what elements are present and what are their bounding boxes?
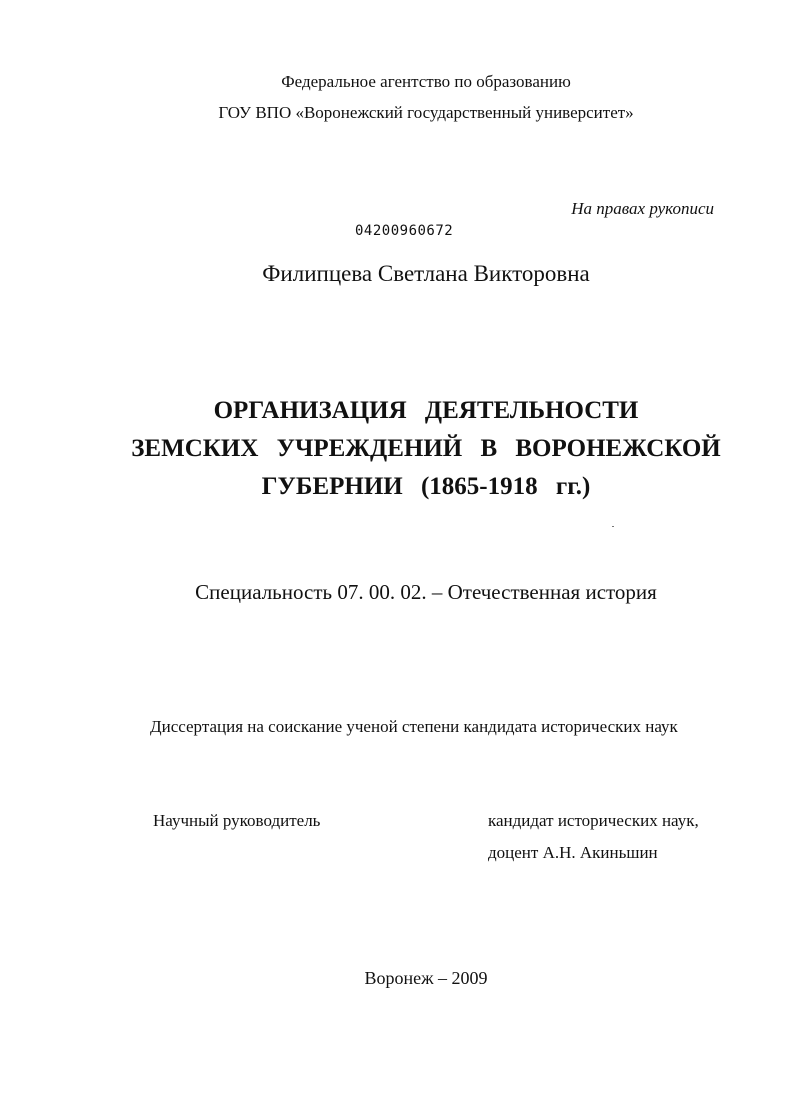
- title-line-3: ГУБЕРНИИ (1865-1918 гг.): [261, 473, 591, 500]
- city-year: Воронеж – 2009: [364, 968, 488, 988]
- manuscript-note: На правах рукописи: [571, 199, 714, 218]
- dissertation-degree: Диссертация на соискание ученой степени кандидата исторических наук: [150, 717, 678, 736]
- supervisor-name: доцент А.Н. Акиньшин: [488, 843, 658, 862]
- specialty: Специальность 07. 00. 02. – Отечественная история: [195, 580, 657, 604]
- agency-name: Федеральное агентство по образованию: [281, 72, 571, 91]
- author-name: Филипцева Светлана Викторовна: [262, 261, 590, 286]
- title-line-2: ЗЕМСКИХ УЧРЕЖДЕНИЙ В ВОРОНЕЖСКОЙ: [131, 435, 721, 462]
- university-name: ГОУ ВПО «Воронежский государственный университет»: [218, 103, 634, 122]
- supervisor-label: Научный руководитель: [153, 811, 321, 830]
- supervisor-degree: кандидат исторических наук,: [488, 811, 699, 830]
- scan-speck: [612, 526, 614, 527]
- dissertation-title: [0, 398, 794, 512]
- title-line-1: ОРГАНИЗАЦИЯ ДЕЯТЕЛЬНОСТИ: [213, 397, 639, 424]
- catalog-code: 04200960672: [355, 223, 454, 239]
